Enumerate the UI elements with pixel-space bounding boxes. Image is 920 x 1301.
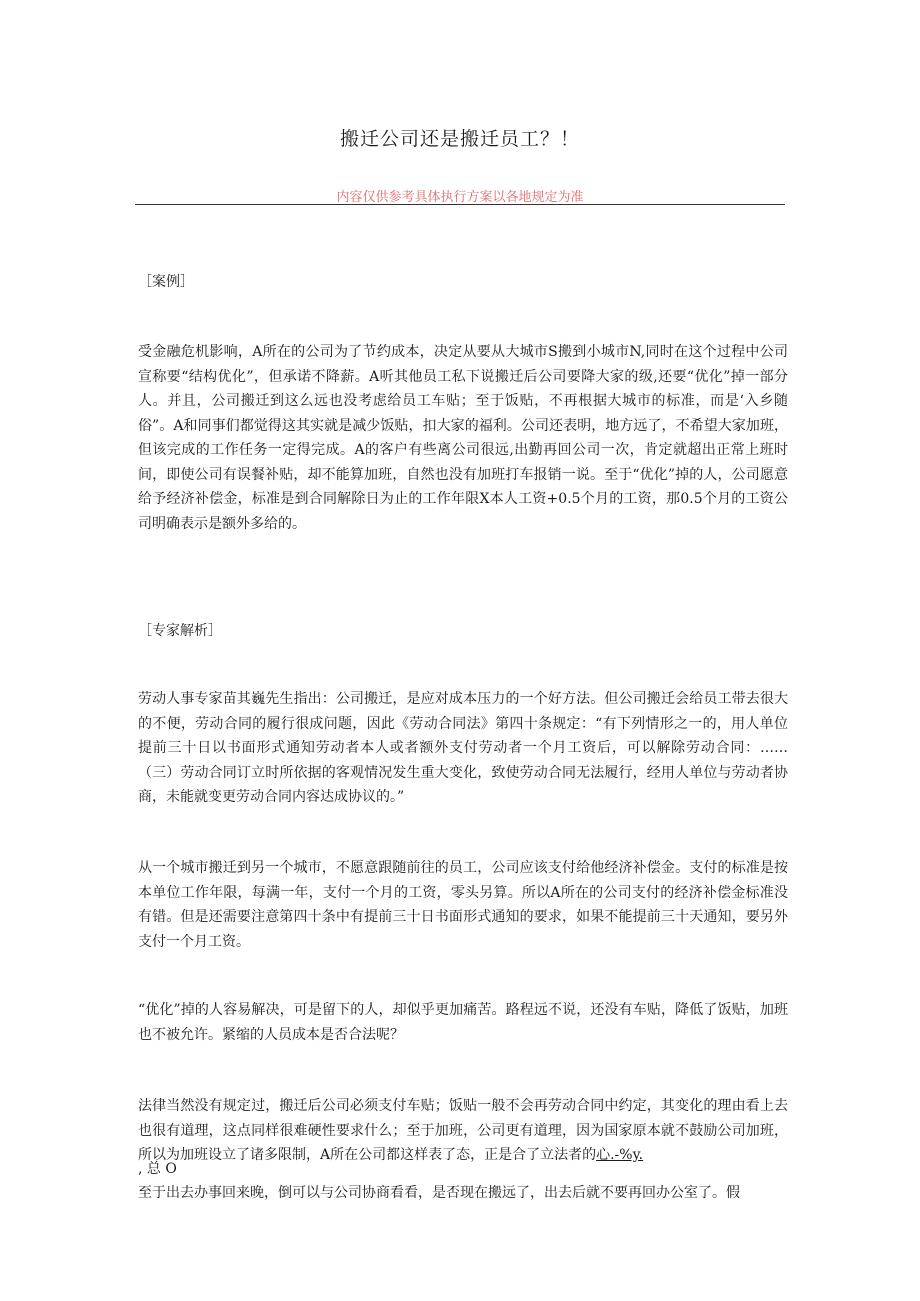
analysis-paragraph-4-text: 法律当然没有规定过，搬迁后公司必须支付车贴；饭贴一般不会再劳动合同中约定，其变化的理由看上去也很有道理，这点同样很难硬性要求什么；至于加班，公司更有道理，因为国家原本就不鼓励公司加班，所以为加班设立了诸多限制，A所在公司都这样表了态，正是合了立法者的 (138, 1098, 788, 1163)
case-heading: ［案例］ (138, 274, 194, 290)
analysis-paragraph-4-tail: 心.-%y. (596, 1147, 644, 1163)
header-divider (135, 204, 785, 205)
analysis-paragraph-1: 劳动人事专家苗其巍先生指出：公司搬迁，是应对成本压力的一个好方法。但公司搬迁会给员工带去很大的不便，劳动合同的履行很成问题，因此《劳动合同法》第四十条规定：“有下列情形之一的，用人单位提前三十日以书面形式通知劳动者本人或者额外支付劳动者一个月工资后，可以解除劳动合同：……（三）劳动合同订立时所依据的客观情况发生重大变化，致使劳动合同无法履行，经用人单位与劳动者协商，未能就变更劳动合同内容达成协议的。” (138, 691, 788, 805)
case-paragraph: 受金融危机影响，A所在的公司为了节约成本，决定从要从大城市S搬到小城市N,同时在这个过程中公司宣称要“结构优化”，但承诺不降薪。A听其他员工私下说搬迁后公司要降大家的级,还要“优化”掉一部分人。并且，公司搬迁到这么远也没考虑给员工车贴；至于饭贴，不再根据大城市的标准，而是‘入乡随俗”。A和同事们都觉得这其实就是减少饭贴，扣大家的福利。公司还表明，地方远了，不希望大家加班，但该完成的工作任务一定得完成。A的客户有些离公司很远,出勤再回公司一次，肯定就超出正常上班时间，即使公司有误餐补贴，却不能算加班，自然也没有加班打车报销一说。至于“优化”掉的人，公司愿意给予经济补偿金，标准是到合同解除日为止的工作年限X本人工资+0.5个月的工资，那0.5个月的工资公司明确表示是额外多给的。 (138, 344, 788, 532)
page-title: 搬迁公司还是搬迁员工？！ (339, 128, 580, 150)
text-fragment: , 总 O (138, 1161, 177, 1177)
last-line: 至于出去办事回来晚，倒可以与公司协商看看，是否现在搬远了，出去后就不要再回办公室了。假 (138, 1185, 740, 1201)
analysis-paragraph-2: 从一个城市搬迁到另一个城市，不愿意跟随前往的员工，公司应该支付给他经济补偿金。支付的标准是按本单位工作年限，每满一年，支付一个月的工资，零头另算。所以A所在的公司支付的经济补偿金标准没有错。但是还需要注意第四十条中有提前三十日书面形式通知的要求，如果不能提前三十天通知，要另外支付一个月工资。 (138, 860, 788, 950)
analysis-paragraph-4 (138, 1094, 788, 1168)
analysis-heading: ［专家解析］ (138, 623, 222, 639)
analysis-paragraph-3: “优化”掉的人容易解决，可是留下的人，却似乎更加痛苦。路程远不说，还没有车贴，降低了饭贴，加班也不被允许。紧缩的人员成本是否合法呢？ (138, 1002, 788, 1043)
disclaimer-subtitle: 内容仅供参考具体执行方案以各地规定为准 (336, 190, 584, 205)
